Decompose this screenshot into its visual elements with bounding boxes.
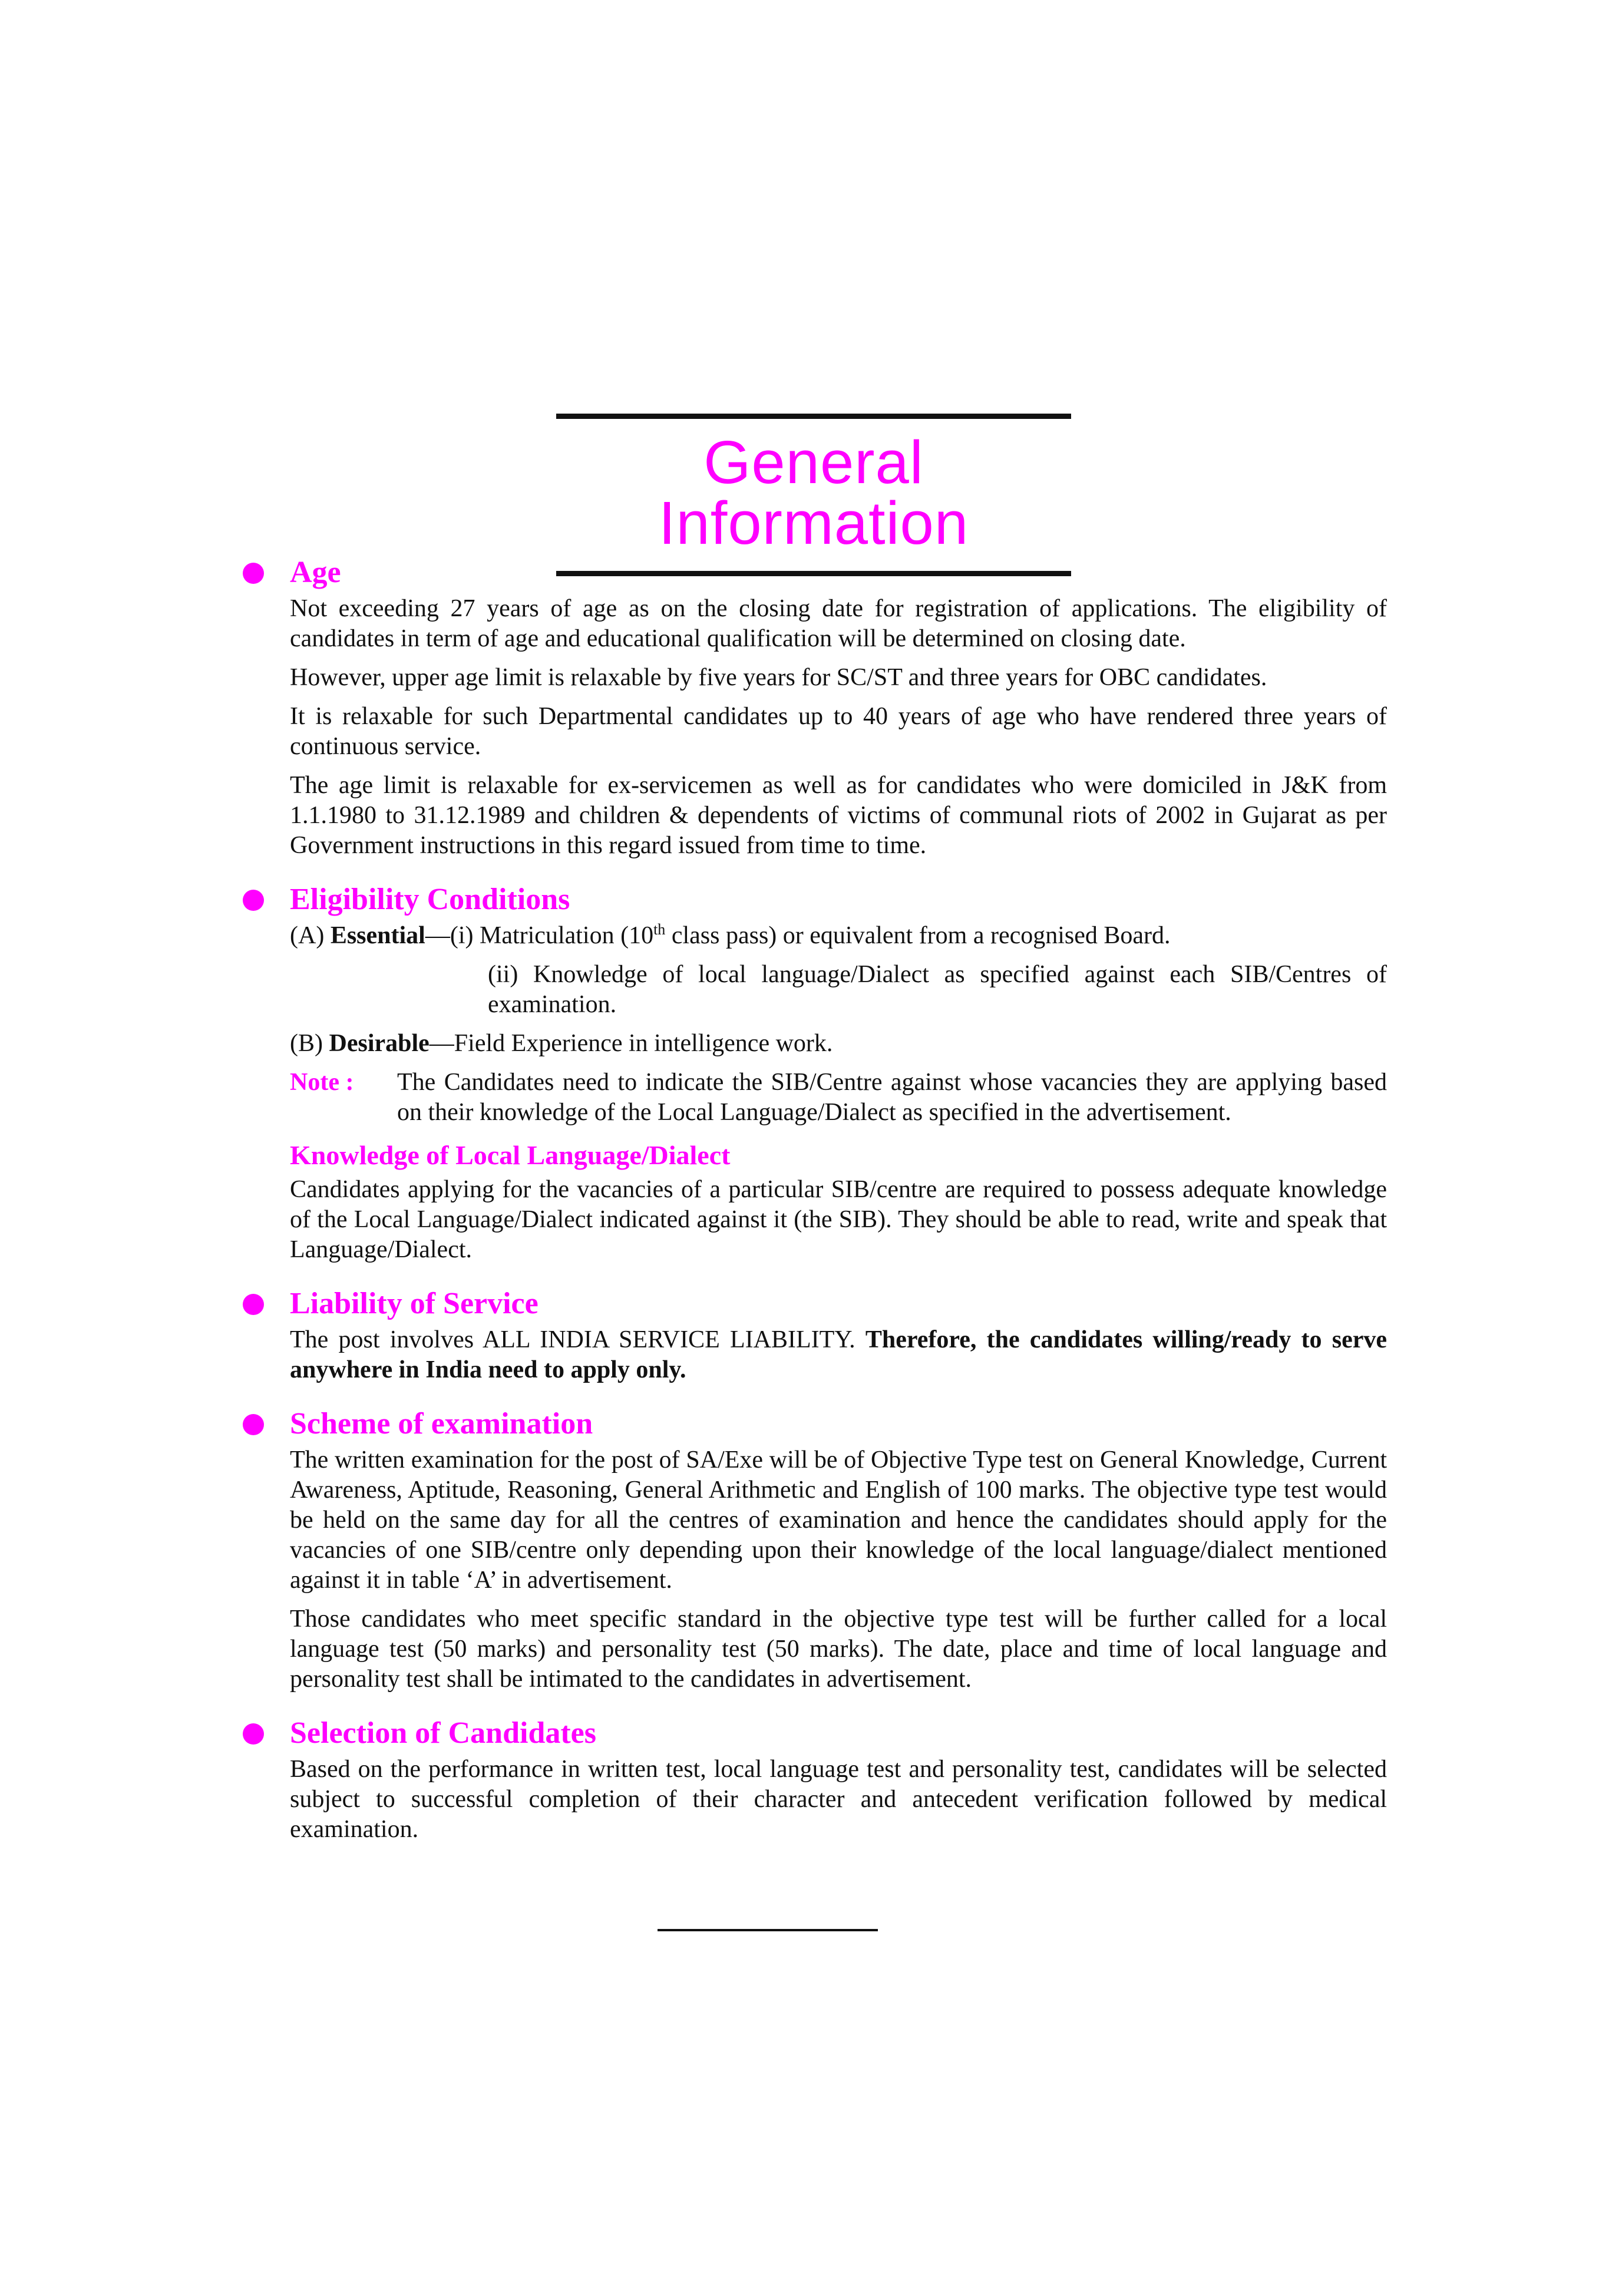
- scheme-paragraph-1: The written examination for the post of SA/Exe will be of Objective Type test on General Knowledge, Current Awareness, Aptitude, Reasoning, General Arithmetic and English of 100 marks. The objective type test would be held on the same day for all the centres of examination and hence the candidates should apply for the vacancies of one SIB/centre only depending upon their knowledge of the local language/dialect mentioned against it in table ‘A’ in advertisement.: [290, 1446, 1387, 1594]
- bullet-icon: [243, 890, 264, 911]
- bullet-icon: [243, 1723, 264, 1745]
- age-paragraph-3: It is relaxable for such Departmental candidates up to 40 years of age who have rendered three years of continuous service.: [290, 703, 1387, 760]
- section-selection: [290, 1714, 1387, 1845]
- age-paragraph-4: The age limit is relaxable for ex-servicemen as well as for candidates who were domiciled in J&K from 1.1.1980 to 31.12.1989 and children & dependents of victims of communal riots of 2002 in Gujarat as per Government instructions in this regard issued from time to time.: [290, 772, 1387, 859]
- essential-label: Essential: [330, 922, 425, 949]
- section-heading-age: Age: [290, 556, 341, 589]
- knowledge-paragraph: Candidates applying for the vacancies of a particular SIB/centre are required to possess adequate knowledge of the Local Language/Dialect indicated against it (the SIB). They should be able to read, write and speak that Language/Dialect.: [290, 1176, 1387, 1263]
- title-block: [556, 414, 1071, 576]
- note-label: Note :: [290, 1069, 354, 1096]
- page-title: General Information: [658, 428, 969, 557]
- eligibility-note: [290, 1068, 1387, 1128]
- document-body: [290, 554, 1387, 1865]
- essential-condition-i: (A) Essential—(i) Matriculation (10th class pass) or equivalent from a recognised Board.: [290, 921, 1171, 949]
- section-age: [290, 554, 1387, 861]
- section-heading-scheme: Scheme of examination: [290, 1407, 593, 1441]
- subheading-knowledge: Knowledge of Local Language/Dialect: [290, 1140, 731, 1170]
- scheme-paragraph-2: Those candidates who meet specific standard in the objective type test will be further called for a local language test (50 marks) and personality test (50 marks). The date, place and time of local language and personality test shall be intimated to the candidates in advertisement.: [290, 1605, 1387, 1693]
- selection-paragraph: Based on the performance in written test, local language test and personality test, candidates will be selected subject to successful completion of their character and antecedent verification followed by medical examination.: [290, 1756, 1387, 1843]
- section-scheme: [290, 1405, 1387, 1694]
- section-liability: [290, 1285, 1387, 1385]
- section-heading-liability: Liability of Service: [290, 1287, 539, 1320]
- age-paragraph-1: Not exceeding 27 years of age as on the closing date for registration of applications. The eligibility of candidates in term of age and educational qualification will be determined on closing date.: [290, 595, 1387, 652]
- bullet-icon: [243, 1294, 264, 1315]
- bullet-icon: [243, 563, 264, 584]
- desirable-label: Desirable: [329, 1030, 430, 1057]
- end-divider: [658, 1929, 878, 1931]
- liability-paragraph: The post involves ALL INDIA SERVICE LIABILITY. Therefore, the candidates willing/ready to serve anywhere in India need to apply only.: [290, 1326, 1387, 1383]
- title-top-rule: [556, 414, 1071, 419]
- section-eligibility: [290, 881, 1387, 1265]
- age-paragraph-2: However, upper age limit is relaxable by five years for SC/ST and three years for OBC candidates.: [290, 664, 1267, 691]
- bullet-icon: [243, 1414, 264, 1435]
- essential-condition-ii: (ii) Knowledge of local language/Dialect as specified against each SIB/Centres of examination.: [488, 961, 1387, 1018]
- section-heading-selection: Selection of Candidates: [290, 1716, 596, 1750]
- note-text: The Candidates need to indicate the SIB/Centre against whose vacancies they are applying based on their knowledge of the Local Language/Dialect as specified in the advertisement.: [397, 1069, 1387, 1126]
- desirable-condition: (B) Desirable—Field Experience in intelligence work.: [290, 1030, 833, 1057]
- section-heading-eligibility: Eligibility Conditions: [290, 883, 570, 916]
